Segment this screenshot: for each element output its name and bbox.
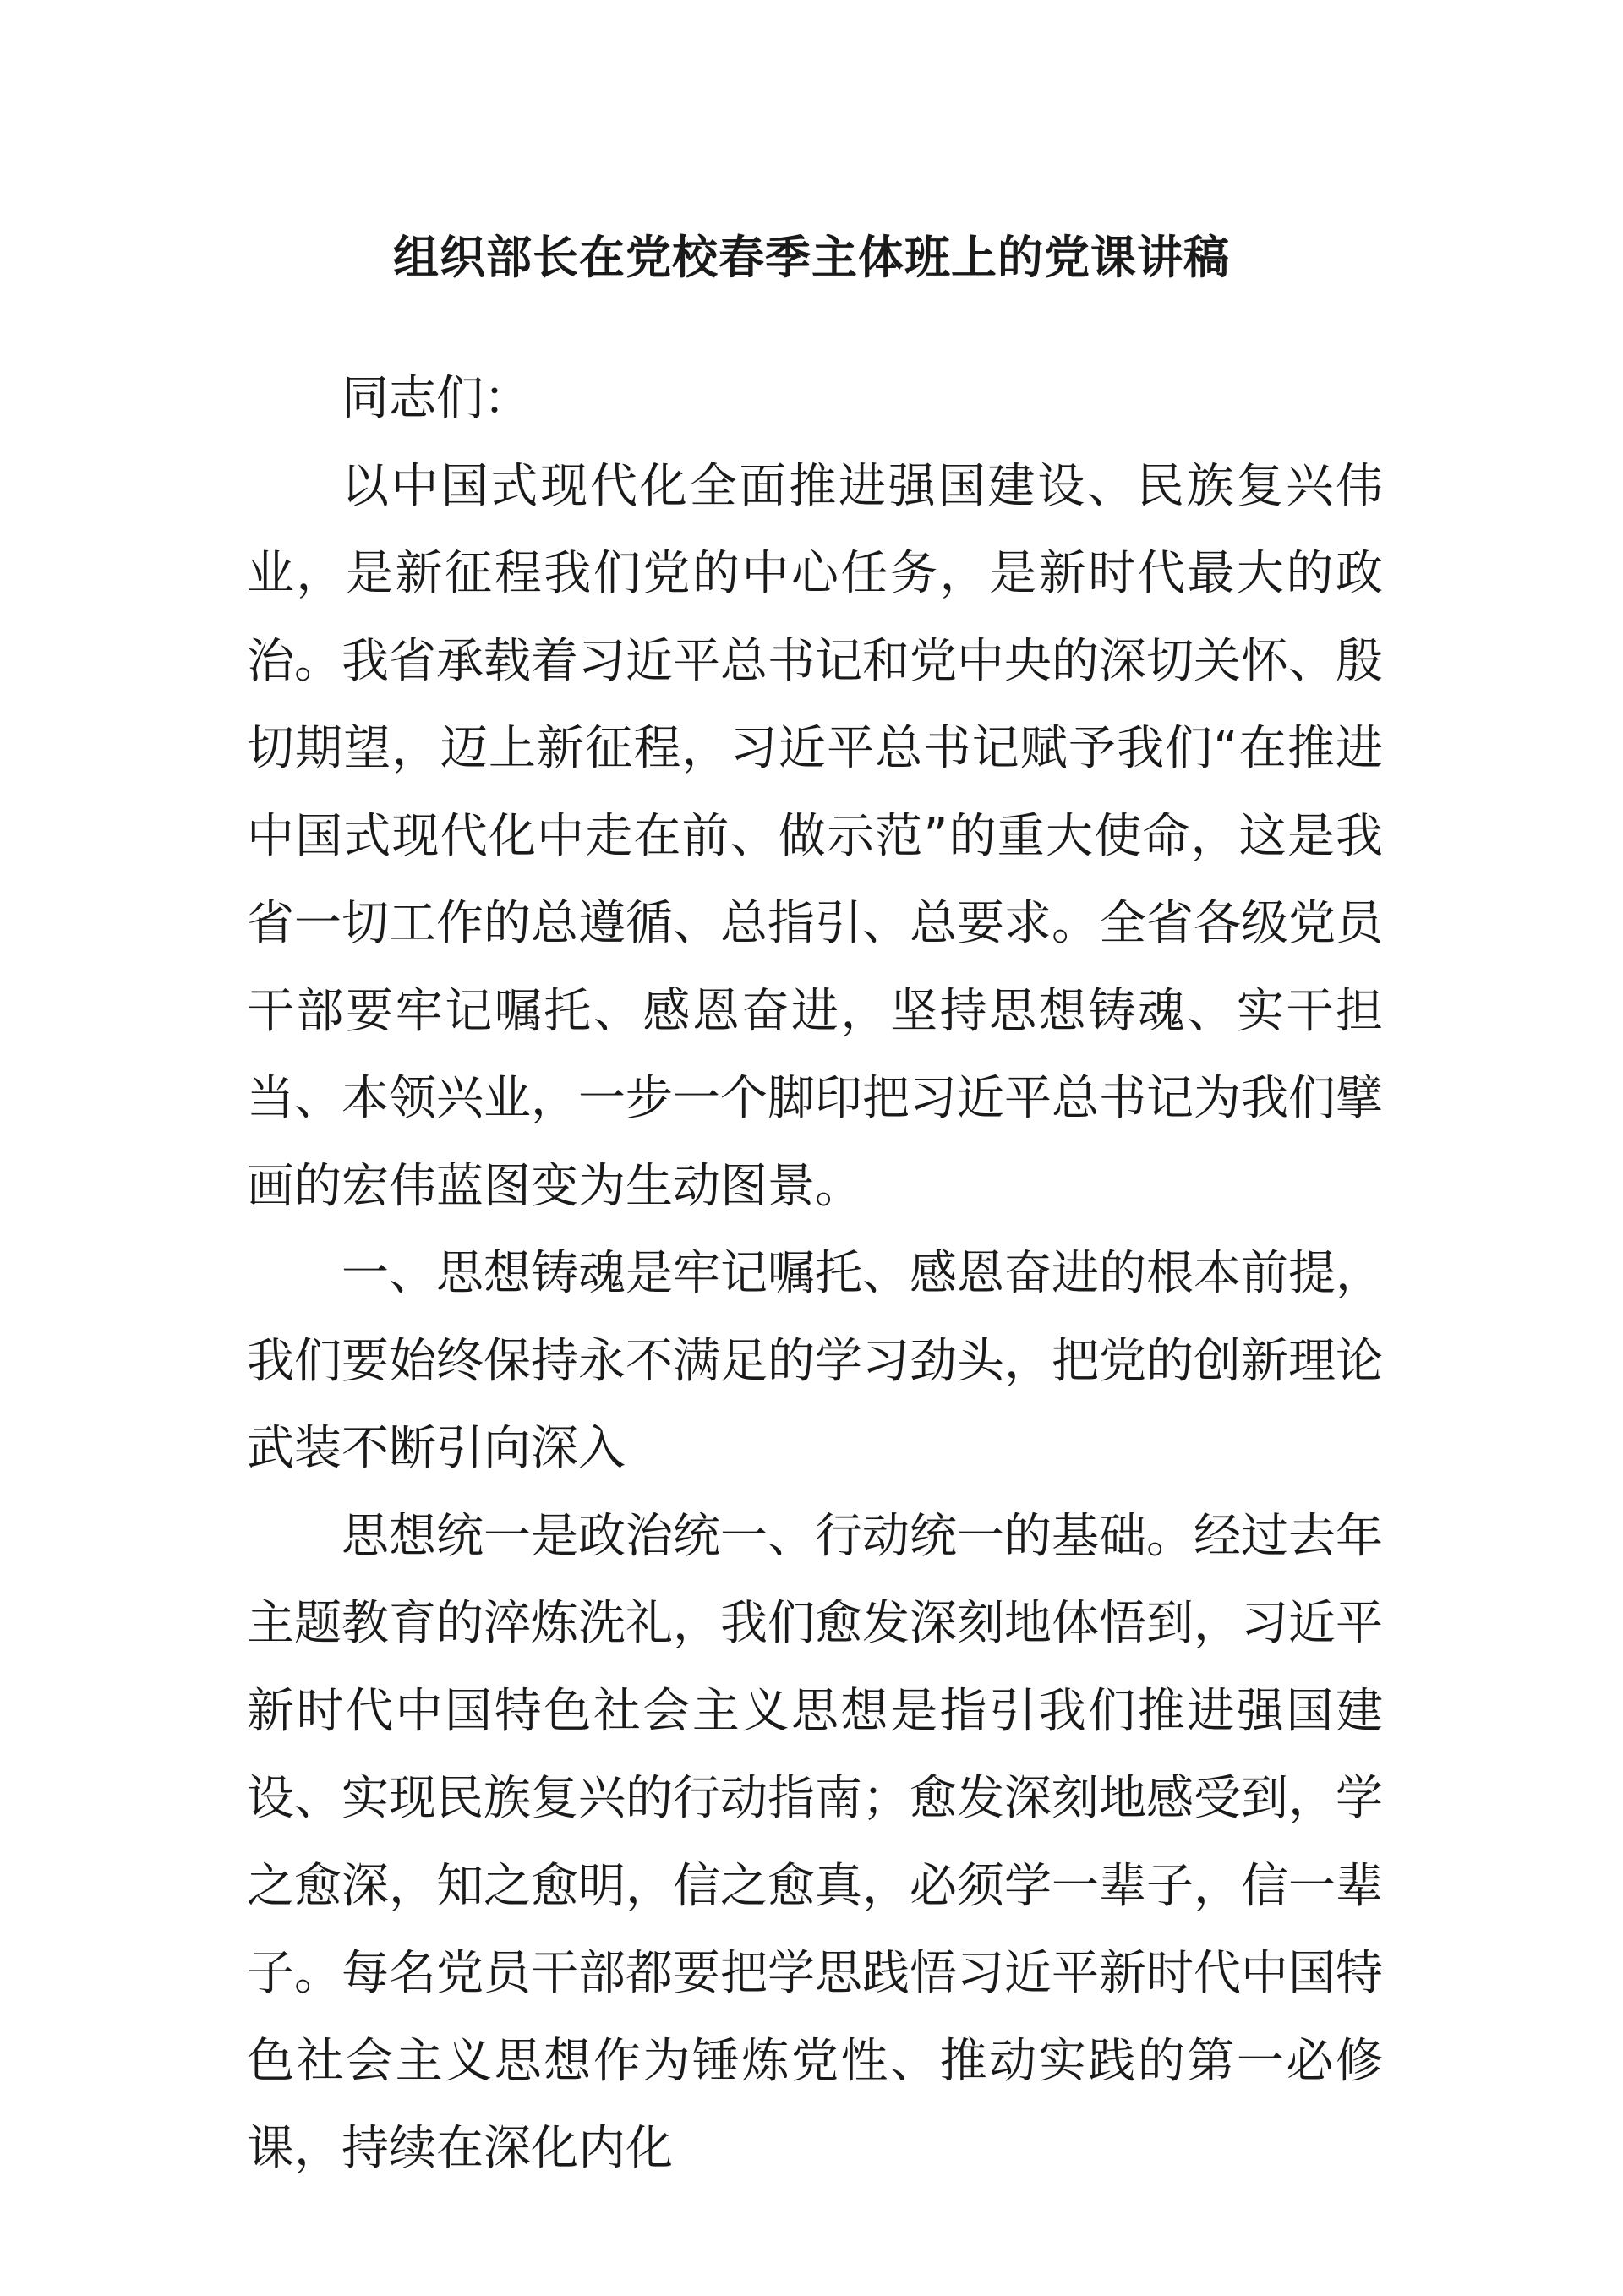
- paragraph-section-1: 思想统一是政治统一、行动统一的基础。经过去年主题教育的淬炼洗礼，我们愈发深刻地体悟到，习近平新时代中国特色社会主义思想是指引我们推进强国建设、实现民族复兴的行动指南；愈发深刻地感受到，学之愈深，知之愈明，信之愈真，必须学一辈子，信一辈子。每名党员干部都要把学思践悟习近平新时代中国特色社会主义思想作为锤炼党性、推动实践的第一必修课，持续在深化内化: [247, 1508, 1383, 2176]
- document-body: [247, 355, 1383, 2193]
- section-heading-1: 一、思想铸魂是牢记嘱托、感恩奋进的根本前提，我们要始终保持永不满足的学习劲头，把党的创新理论武装不断引向深入: [247, 1246, 1383, 1476]
- salutation: 同志们：: [342, 371, 531, 426]
- paragraph-intro: 以中国式现代化全面推进强国建设、民族复兴伟业，是新征程我们党的中心任务，是新时代最大的政治。我省承载着习近平总书记和党中央的深切关怀、殷切期望，迈上新征程，习近平总书记赋予我们“在推进中国式现代化中走在前、做示范”的重大使命，这是我省一切工作的总遵循、总指引、总要求。全省各级党员干部要牢记嘱托、感恩奋进，坚持思想铸魂、实干担当、本领兴业，一步一个脚印把习近平总书记为我们擘画的宏伟蓝图变为生动图景。: [247, 458, 1383, 1214]
- document-title: 组织部长在党校春季主体班上的党课讲稿: [393, 231, 1230, 284]
